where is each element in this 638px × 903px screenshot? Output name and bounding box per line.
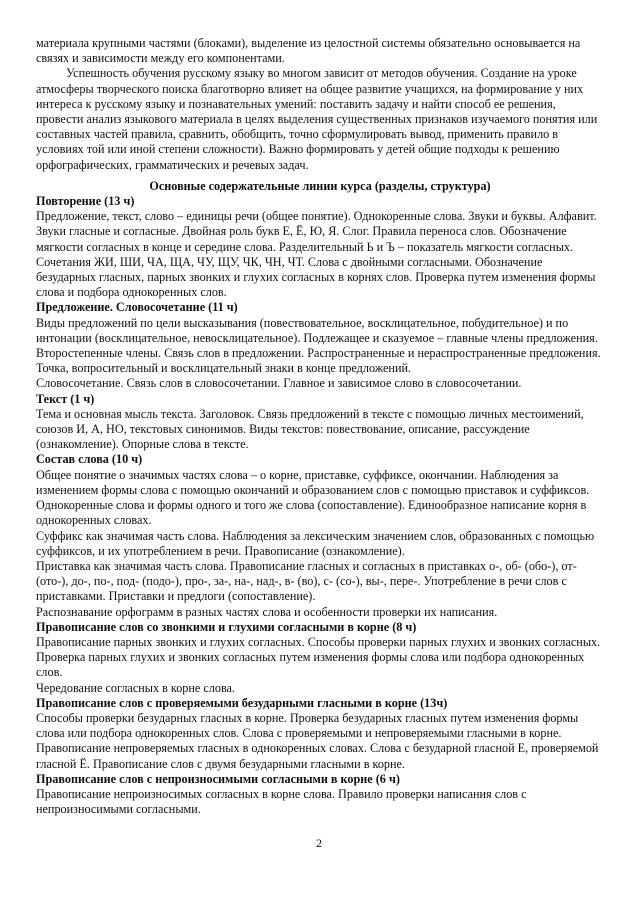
section-word-structure: [36, 452, 604, 619]
section-paragraph: Словосочетание. Связь слов в словосочетании. Главное и зависимое слово в словосочетании.: [36, 376, 522, 391]
section-title: Состав слова (10 ч): [36, 452, 143, 467]
section-paragraph: Распознавание орфограмм в разных частях слова и особенности проверки их написания.: [36, 604, 498, 619]
section-title: Предложение. Словосочетание (11 ч): [36, 300, 238, 315]
main-heading: Основные содержательные линии курса (разделы, структура): [149, 178, 491, 193]
section-paragraph: Правописание парных звонких и глухих согласных. Способы проверки парных глухих и звонких согласных. Проверка парных глухих и звонких согласных путем изменения формы слова или подбора однокоренных слов.: [36, 634, 601, 680]
document-page: [36, 36, 604, 817]
section-title: Правописание слов со звонкими и глухими согласными в корне (8 ч): [36, 619, 417, 634]
intro-paragraph-1: материала крупными частями (блоками), выделение из целостной системы обязательно основывается на связях и зависимости между его компонентами.: [36, 36, 581, 66]
section-paragraph: Суффикс как значимая часть слова. Наблюдения за лексическим значением слов, образованных с помощью суффиксов, и их употреблением в речи. Правописание (ознакомление).: [36, 528, 595, 558]
section-paragraph: Способы проверки безударных гласных в корне. Проверка безударных гласных путем изменения формы слова или подбора однокоренных слов. Слова с проверяемыми и непроверяемыми гласными в корне. Правописание непроверяемых гласных в однокоренных словах. Слова с безударной гласной Е, проверяемой гласной Ё. Правописание слов с двумя безударными гласными в корне.: [36, 710, 599, 771]
section-paragraph: Чередование согласных в корне слова.: [36, 680, 236, 695]
section-title: Правописание слов с проверяемыми безударными гласными в корне (13ч): [36, 695, 448, 710]
section-sentence: [36, 300, 604, 391]
section-unstressed-vowels: [36, 696, 604, 772]
page-number: 2: [316, 836, 322, 850]
section-paragraph: Правописание непроизносимых согласных в корне слова. Правило проверки написания слов с непроизносимыми согласными.: [36, 786, 527, 817]
section-paragraph: Виды предложений по цели высказывания (повествовательное, восклицательное, побудительное) и по интонации (восклицательное, невосклицательное). Подлежащее и сказуемое – главные члены предложения. Второстепенные члены. Связь слов в предложении. Распространенные и нераспространенные предложения. Точка, вопросительный и восклицательный знаки в конце предложений.: [36, 315, 601, 376]
section-review: [36, 194, 604, 300]
section-text: [36, 392, 604, 453]
section-paragraph: Тема и основная мысль текста. Заголовок. Связь предложений в тексте с помощью личных местоимений, союзов И, А, НО, текстовых синонимов. Виды текстов: повествование, описание, рассуждение (ознакомление). Опорные слова в тексте.: [36, 406, 584, 452]
section-paragraph: Приставка как значимая часть слова. Правописание гласных и согласных в приставках о-, об- (обо-), от-(ото-), до-, по-, под- (подо-), про-, за-, на-, над-, в- (во), с- (со-), вы-, пере-. Употребление в речи слов с приставками. Приставки и предлоги (сопоставление).: [36, 558, 577, 604]
section-paragraph: Предложение, текст, слово – единицы речи (общее понятие). Однокоренные слова. Звуки и буквы. Алфавит. Звуки гласные и согласные. Двойная роль букв Е, Ё, Ю, Я. Слог. Правила переноса слов. Обозначение мягкости согласных в конце и середине слова. Разделительный Ь и Ъ – показатель мягкости согласных. Сочетания ЖИ, ШИ, ЧА, ЩА, ЧУ, ЩУ, ЧК, ЧН, ЧТ. Слова с двойными согласными. Обозначение безударных гласных, парных звонких и глухих согласных в корнях слов. Проверка путем изменения формы слова и подбора однокоренных слов.: [36, 209, 597, 300]
intro-paragraph-2: Успешность обучения русскому языку во многом зависит от методов обучения. Создание на уроке атмосферы творческого поиска благотворно влияет на общее развитие учащихся, на формирование у них интереса к русскому языку и познавательных умений: поставить задачу и найти способ ее решения, провести анализ языкового материала в целях выделения существенных признаков изучаемого понятия или составных частей правила, сравнить, обобщить, точно сформулировать вывод, применить правило в условиях той или иной степени сложности). Важно формировать у детей общие подходы к решению орфографических, грамматических и речевых задач.: [36, 66, 598, 172]
section-voiced-consonants: [36, 620, 604, 696]
section-title: Правописание слов с непроизносимыми согласными в корне (6 ч): [36, 771, 400, 786]
section-title: Текст (1 ч): [36, 391, 95, 406]
section-silent-consonants: [36, 772, 604, 818]
section-title: Повторение (13 ч): [36, 194, 135, 209]
section-paragraph: Общее понятие о значимых частях слова – о корне, приставке, суффиксе, окончании. Наблюдения за изменением формы слова с помощью окончаний и образованием слов с помощью приставок и суффиксов. Однокоренные слова и формы одного и того же слова (сопоставление). Единообразное написание корня в однокоренных словах.: [36, 467, 590, 528]
